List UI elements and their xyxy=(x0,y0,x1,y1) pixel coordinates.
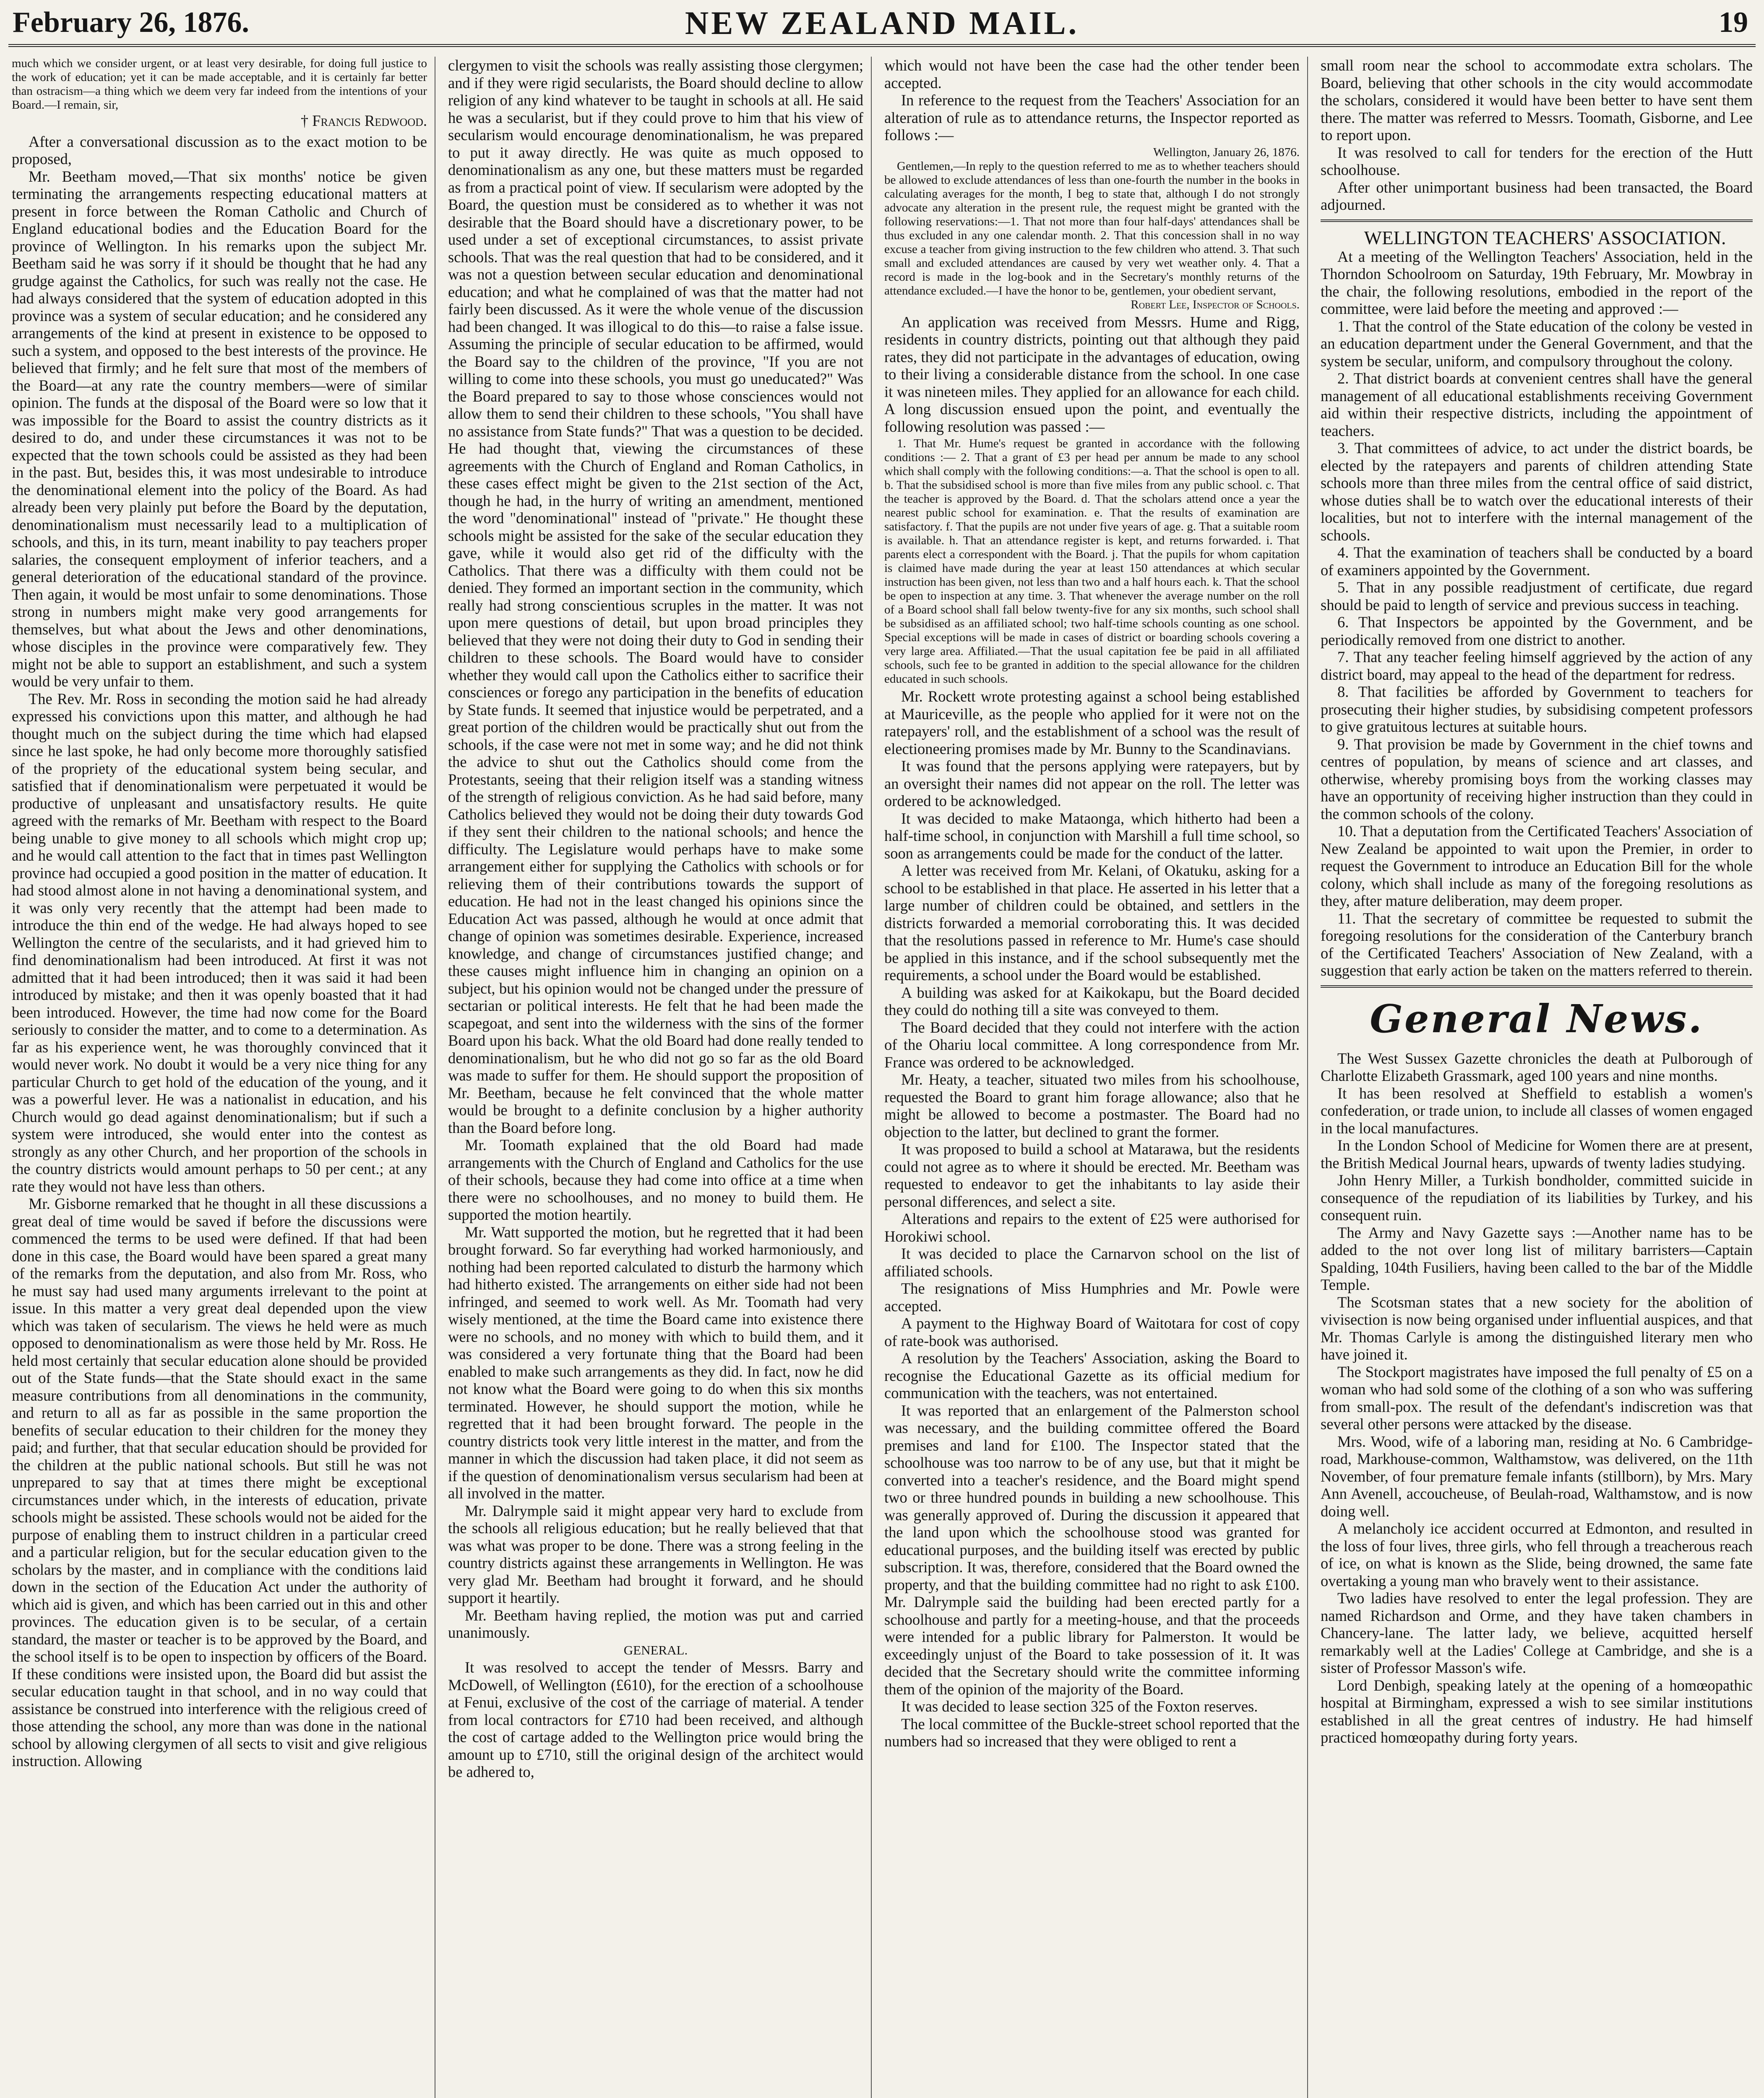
column-3 xyxy=(884,57,1300,2098)
resolution-item: 8. That facilities be afforded by Government to teachers for prosecuting their higher studies, by subsidising competent professors to give gratuitous lectures at suitable hours. xyxy=(1321,683,1753,735)
column-rule xyxy=(871,57,872,2098)
letter-signature: Robert Lee, Inspector of Schools. xyxy=(1131,297,1300,311)
article-paragraph: It was decided to make Mataonga, which hitherto had been a half-time school, in conjunction with Marshill a full time school, so soon as arrangements could be made for the conduct of the latter. xyxy=(884,809,1300,862)
resolution-item: 10. That a deputation from the Certificated Teachers' Association of New Zealand be appointed to wait upon the Premier, in order to request the Government to introduce an Education Bill for the whole colony, which shall include as many of the foregoing resolutions as they, after mature deliberation, may deem proper. xyxy=(1321,822,1753,909)
resolution-item: 3. That committees of advice, to act under the district boards, be elected by the ratepayers and parents of children attending State schools more than three miles from the central office of said district, whose duties shall be to watch over the educational interests of their localities, but not to interfere with the internal management of the schools. xyxy=(1321,439,1753,544)
news-item: The Army and Navy Gazette says :—Another name has to be added to the not over long list of military barristers—Captain Spalding, 104th Fusiliers, having been called to the bar of the Middle Temple. xyxy=(1321,1224,1753,1293)
column-1 xyxy=(12,57,427,2098)
article-paragraph: A letter was received from Mr. Kelani, of Okatuku, asking for a school to be established in that place. He asserted in his letter that a large number of children could be obtained, and settlers in the districts forwarded a memorial corroborating this. It was decided that the resolutions passed in reference to Mr. Hume's case should be applied in this instance, and if the school subsequently met the requirements, a school under the Board would be established. xyxy=(884,862,1300,984)
article-paragraph: Mr. Heaty, a teacher, situated two miles from his schoolhouse, requested the Board to grant him forage allowance; also that he might be allowed to become a postmaster. The Board had no objection to the latter, but declined to grant the former. xyxy=(884,1071,1300,1140)
article-paragraph: An application was received from Messrs. Hume and Rigg, residents in country districts, pointing out that although they paid rates, they did not participate in the advantages of education, owing to their living a considerable distance from the school. In one case it was nineteen miles. They applied for an allowance for each child. A long discussion ensued upon the point, and eventually the following resolution was passed :— xyxy=(884,313,1300,435)
news-item: Two ladies have resolved to enter the legal profession. They are named Richardson and Orme, and they have taken chambers in Chancery-lane. The latter lady, we believe, acquitted herself remarkably well at the Ladies' College at Cambridge, and she is a sister of Professor Masson's wife. xyxy=(1321,1589,1753,1676)
article-paragraph: It was found that the persons applying were ratepayers, but by an oversight their names did not appear on the roll. The letter was ordered to be acknowledged. xyxy=(884,757,1300,809)
page-header xyxy=(8,0,1756,47)
news-item: The Stockport magistrates have imposed the full penalty of £5 on a woman who had sold some of the clothing of a son who was suffering from small-pox. The result of the defendant's indiscretion was that several other persons were attacked by the disease. xyxy=(1321,1363,1753,1433)
resolution-item: 4. That the examination of teachers shall be conducted by a board of examiners appointed by the Government. xyxy=(1321,544,1753,579)
section-divider xyxy=(1321,985,1753,988)
section-divider xyxy=(1321,219,1753,222)
resolution-item: 2. That district boards at convenient centres shall have the general management of all educational establishments receiving Government aid within their respective districts, including the appointment of teachers. xyxy=(1321,370,1753,439)
issue-date: February 26, 1876. xyxy=(13,6,249,39)
news-item: The Scotsman states that a new society for the abolition of vivisection is now being organised under influential auspices, and that Mr. Thomas Carlyle is among the distinguished literary men who have joined it. xyxy=(1321,1293,1753,1363)
article-paragraph: The Board decided that they could not interfere with the action of the Ohariu local committee. A long correspondence from Mr. France was ordered to be acknowledged. xyxy=(884,1018,1300,1071)
resolution-item: 7. That any teacher feeling himself aggrieved by the action of any district board, may appeal to the head of the department for redress. xyxy=(1321,648,1753,683)
article-paragraph: Mr. Dalrymple said it might appear very hard to exclude from the schools all religious education; but he really believed that that was what was proper to be done. There was a strong feeling in the country districts against these arrangements in Wellington. He was very glad Mr. Beetham had brought it forward, and he should support it heartily. xyxy=(448,1502,863,1606)
resolution-item: 11. That the secretary of committee be requested to submit the foregoing resolutions for the consideration of the Canterbury branch of the Certificated Teachers' Association of New Zealand, with a suggestion that early action be taken on the matters referred to therein. xyxy=(1321,909,1753,979)
article-paragraph: After a conversational discussion as to the exact motion to be proposed, xyxy=(12,133,427,167)
resolution-block xyxy=(884,437,1300,686)
news-item: In the London School of Medicine for Women there are at present, the British Medical Journal hears, upwards of twenty ladies studying. xyxy=(1321,1137,1753,1172)
article-paragraph: A payment to the Highway Board of Waitotara for cost of copy of rate-book was authorised. xyxy=(884,1315,1300,1349)
section-heading: WELLINGTON TEACHERS' ASSOCIATION. xyxy=(1364,227,1726,248)
article-paragraph: Mr. Beetham having replied, the motion was put and carried unanimously. xyxy=(448,1606,863,1641)
resolution-item: 9. That provision be made by Government in the chief towns and centres of population, by means of science and art classes, and otherwise, whereby promising boys from the working classes may have an opportunity of receiving higher instruction than they could in the common schools of the colony. xyxy=(1321,735,1753,822)
letter-signature: † Francis Redwood. xyxy=(300,112,427,129)
article-paragraph: It was proposed to build a school at Matarawa, but the residents could not agree as to where it should be erected. Mr. Beetham was requested to endeavor to get the inhabitants to lay aside their personal differences, and select a site. xyxy=(884,1140,1300,1210)
article-paragraph: It was reported that an enlargement of the Palmerston school was necessary, and the building committee offered the Board premises and land for £100. The Inspector stated that the schoolhouse was too narrow to be of any use, but that it might be converted into a teacher's residence, and the Board might spend two or three hundred pounds in building a new schoolhouse. This was generally approved of. During the discussion it appeared that the land upon which the schoolhouse stood was granted for educational purposes, and the building itself was erected by public subscription. It was, therefore, considered that the Board owned the property, and that the building committee had no right to ask £100. Mr. Dalrymple said the building had been erected partly for a schoolhouse and partly for a meeting-house, and that the proceeds were intended for a public library for Palmerston. It would be exceedingly unjust of the Board to take possession of it. It was decided that the Secretary should write the committee informing them of the opinion of the majority of the Board. xyxy=(884,1401,1300,1698)
article-paragraph: At a meeting of the Wellington Teachers' Association, held in the Thorndon Schoolroom on Saturday, 19th February, Mr. Mowbray in the chair, the following resolutions, embodied in the report of the committee, were laid before the meeting and approved :— xyxy=(1321,248,1753,317)
article-paragraph: It was resolved to accept the tender of Messrs. Barry and McDowell, of Wellington (£610), for the erection of a schoolhouse at Fenui, exclusive of the cost of the carriage of material. A tender from local contractors for £710 had been received, and although the cost of cartage added to the Wellington price would bring the amount up to £710, still the original design of the architect would be adhered to, xyxy=(448,1659,863,1780)
article-paragraph: Mr. Gisborne remarked that he thought in all these discussions a great deal of time would be saved if before the discussions were commenced the terms to be used were defined. If that had been done in this case, the Board would have been spared a great many of the remarks from the deputation, and also from Mr. Ross, who he must say had used many arguments irrelevant to the point at issue. In this matter a very great deal depended upon the view which was taken of secularism. The views he held were as much opposed to denominationalism as were those held by Mr. Ross. He held most certainly that secular education alone should be provided out of the State funds—that the State should exact in the same measure contributions from all denominations in the community, and return to all as far as possible in the same proportion the benefits of secular education to their children for the money they paid; and further, that that secular education should be provided for the children at the public national schools. But still he was not unprepared to say that at times there might be exceptional circumstances under which, in the interests of education, private schools might be assisted. These schools would not be aided for the purpose of enabling them to instruct children in a particular creed and a particular religion, but for the secular education given to the scholars by the master, and in compliance with the conditions laid down in the section of the Education Act under the authority of which aid is given, and which has been carried out in this and other provinces. The education given is to be secular, of a certain standard, the master or teacher is to be approved by the Board, and the school itself is to be open to inspection by officers of the Board. If these conditions were insisted upon, the Board did but assist the secular education taught in that school, and in no way could that assistance be construed into interference with the religious creed of those attending the school, any more than was done in the national school by allowing clergymen of all sects to visit and give religious instruction. Allowing xyxy=(12,1195,427,1769)
article-paragraph: Mr. Rockett wrote protesting against a school being established at Mauriceville, as the people who applied for it were not on the ratepayers' roll, and the establishment of a school was the result of electioneering promises made by Mr. Bunny to the Scandinavians. xyxy=(884,688,1300,757)
article-paragraph: which would not have been the case had the other tender been accepted. xyxy=(884,57,1300,91)
article-paragraph: small room near the school to accommodate extra scholars. The Board, believing that other schools in the city would accommodate the scholars, considered it would have been better to have sent them there. The matter was referred to Messrs. Toomath, Gisborne, and Lee to report upon. xyxy=(1321,57,1753,144)
article-paragraph: The resignations of Miss Humphries and Mr. Powle were accepted. xyxy=(884,1280,1300,1315)
article-paragraph: It was decided to place the Carnarvon school on the list of affiliated schools. xyxy=(884,1245,1300,1280)
inspector-letter xyxy=(884,146,1300,312)
news-item: A melancholy ice accident occurred at Edmonton, and resulted in the loss of four lives, three girls, who fell through a treacherous reach of ice, on what is known as the Slide, being drowned, the same fate overtaking a young man who bravely went to their assistance. xyxy=(1321,1520,1753,1589)
article-paragraph: clergymen to visit the schools was really assisting those clergymen; and if they were rigid secularists, the Board should decline to allow religion of any kind whatever to be taught in schools at all. He said he was a secularist, but if they could prove to him that his view of secularism would encourage denominationalism, he was prepared to put it away directly. He was quite as much opposed to denominationalism as any one, but these matters must be regarded as from a practical point of view. If secularism were adopted by the Board, the question must be considered as to whether it was not desirable that the Board should have a discretionary power, to be used under a set of exceptional circumstances, to assist private schools. That was the real question that had to be considered, and it was not a question between secular education and denominational education; and what he complained of was that the matter had not fairly been discussed. As it were the whole venue of the discussion had been changed. It was illogical to do this—to raise a false issue. Assuming the principle of secular education to be affirmed, would the Board say to the children of the province, "If you are not willing to come into these schools, you must go uneducated?" Was the Board prepared to say to those whose consciences would not allow them to send their children to these schools, "You shall have no assistance from State funds?" That was a question to be decided. He had thought that, viewing the circumstances of these agreements with the Church of England and Roman Catholics, in these cases effect might be given to the 21st section of the Act, though he had, in the hurry of writing an amendment, mentioned the word "denominational" instead of "private." He thought these schools might be assisted for the sake of the secular education they gave, while it would also get rid of the difficulty with the Catholics. That there was a difficulty with them could not be denied. They formed an important section in the community, which really had strong conscientious scruples in the matter. It was not upon mere questions of detail, but upon broad principles they believed that they were not doing their duty to God in sending their children to these schools. The Board would have to consider whether they would call upon the Catholics either to sacrifice their consciences or forego any participation in the benefits of education by State funds. It seemed that injustice would be perpetrated, and a great portion of the children would be practically shut out from the schools, if the case were not met in some way; and he did not think the advice to shut out the Catholics should come from the Protestants, seeing that their religion itself was a standing witness of the strength of religious conviction. As he had said before, many Catholics believed they would not be doing their duty towards God if they sent their children to the national schools; and hence the difficulty. The Legislature would perhaps have to make some arrangement either for supplying the Catholics with schools or for relieving them of their contributions towards the support of education. He had not in the least changed his opinions since the Education Act was passed, although he would at once admit that change of opinion was sometimes desirable. Experience, increased knowledge, and change of circumstances justified change; and these causes might influence him in changing an opinion on a subject, but his opinion would not be changed under the pressure of sectarian or political interests. He felt that he had been made the scapegoat, and sent into the wilderness with the sins of the former Board upon his back. What the old Board had done really tended to denominationalism, but he who did not go so far as the old Board was made to suffer for them. He should support the proposition of Mr. Beetham, because he felt convinced that the whole matter would be brought to a definite conclusion by a higher authority than the Board before long. xyxy=(448,57,863,1136)
article-paragraph: A resolution by the Teachers' Association, asking the Board to recognise the Educational Gazette as its official medium for communication with the teachers, was not entertained. xyxy=(884,1349,1300,1401)
letter-body: Gentlemen,—In reply to the question referred to me as to whether teachers should be allowed to exclude attendances of less than one-fourth the number in the books in calculating averages for the month, I beg to state that, although I do not strongly advocate any alteration in the present rule, the request might be granted with the following reservations:—1. That not more than four half-days' attendances shall be thus excluded in any one calendar month. 2. That this concession shall in no way excuse a teacher from giving instruction to the few children who attend. 3. That such small and excluded attendances are caused by very wet weather only. 4. That a record is made in the log-book and in the Secretary's monthly returns of the attendance excluded.—I have the honor to be, gentlemen, your obedient servant, xyxy=(884,159,1300,297)
article-paragraph: A building was asked for at Kaikokapu, but the Board decided they could do nothing till a site was conveyed to them. xyxy=(884,984,1300,1018)
article-paragraph: Mr. Toomath explained that the old Board had made arrangements with the Church of England and Catholics for the use of their schools, because they had come into office at a time when there were no schoolhouses, and no money to build them. He supported the motion heartily. xyxy=(448,1136,863,1223)
resolution-item: 5. That in any possible readjustment of certificate, due regard should be paid to length of service and previous success in teaching. xyxy=(1321,579,1753,613)
masthead-title: NEW ZEALAND MAIL. xyxy=(685,5,1079,41)
news-item: John Henry Miller, a Turkish bondholder, committed suicide in consequence of the repudiation of its liabilities by Turkey, and his consequent ruin. xyxy=(1321,1172,1753,1224)
news-item: It has been resolved at Sheffield to establish a women's confederation, or trade union, to include all classes of women engaged in the local manufactures. xyxy=(1321,1084,1753,1137)
column-rule xyxy=(1307,57,1308,2098)
general-news-heading: General News. xyxy=(1370,996,1704,1041)
article-paragraph: In reference to the request from the Teachers' Association for an alteration of rule as to attendance returns, the Inspector reported as follows :— xyxy=(884,91,1300,144)
article-paragraph: Alterations and repairs to the extent of £25 were authorised for Horokiwi school. xyxy=(884,1210,1300,1245)
section-subhead: GENERAL. xyxy=(623,1642,688,1657)
resolution-item: 1. That the control of the State education of the colony be vested in an education department under the General Government, and that the system be secular, uniform, and compulsory throughout the colony. xyxy=(1321,317,1753,370)
resolution-text: 1. That Mr. Hume's request be granted in accordance with the following conditions :— 2. That a grant of £3 per head per annum be made to any school which shall comply with the following conditions:—a. That the school is open to all. b. That the subsidised school is more than five miles from any public school. c. That the teacher is approved by the Board. d. That the scholars attend once a year the nearest public school for examination. e. That the results of examination are satisfactory. f. That the pupils are not under five years of age. g. That a suitable room is available. h. That an attendance register is kept, and returns forwarded. i. That parents elect a correspondent with the Board. j. That the pupils for whom capitation is claimed have made during the year at least 150 attendances at which secular instruction has been given, not less than two and a half hours each. k. That the school be open to inspection at any time. 3. That whenever the average number on the roll of a Board school shall fall below twenty-five for any six months, such school shall be subsidised as an affiliated school; two half-time schools counting as one school. Special exceptions will be made in cases of district or boarding schools covering a very large area. Affiliated.—That the usual capitation fee be paid in all affiliated schools, such fee to be granted in addition to the special allowance for the children educated in such schools. xyxy=(884,437,1300,686)
article-paragraph: Mr. Beetham moved,—That six months' notice be given terminating the arrangements respecting educational matters at present in force between the Roman Catholic and Church of England educational bodies and the Education Board for the province of Wellington. In his remarks upon the subject Mr. Beetham said he was sorry if it should be thought that he had any grudge against the Catholics, for such was really not the case. He had always considered that the system of education adopted in this province was a system of secular education; and he considered any arrangements of the kind at present in existence to be opposed to such a system, and opposed to the best interests of the province. He believed that firmly; and he felt sure that most of the members of the Board—at any rate the country members—were of similar opinion. The funds at the disposal of the Board were so low that it was impossible for the Board to assist the country districts as it desired to do, and under these circumstances it was not to be expected that the town schools could be assisted as they had been in the past. But, besides this, it was most undesirable to introduce the denominational element into the policy of the Board. As had already been very plainly put before the Board by the deputation, denominationalism must necessarily lead to a multiplication of schools, and this, in its turn, meant inability to pay teachers proper salaries, the consequent employment of inferior teachers, and a general deterioration of the educational standard of the province. Then again, it would be most unfair to some denominations. Those strong in numbers might make very good arrangements for themselves, but what about the Jews and other denominations, whose disciples in the province were comparatively few. They might not be able to support an establishment, and such a system would be very unfair to them. xyxy=(12,167,427,690)
news-item: Mrs. Wood, wife of a laboring man, residing at No. 6 Cambridge-road, Markhouse-common, Walthamstow, was delivered, on the 11th November, of four premature female infants (stillborn), by Mrs. Mary Ann Avenell, accoucheuse, of Beulah-road, Walthamstow, and is now doing well. xyxy=(1321,1433,1753,1520)
resolution-item: 6. That Inspectors be appointed by the Government, and be periodically removed from one district to another. xyxy=(1321,613,1753,648)
article-paragraph: The Rev. Mr. Ross in seconding the motion said he had already expressed his convictions upon this matter, and although he had thought much on the subject during the time which had elapsed since he last spoke, he had only become more thoroughly satisfied of the propriety of the educational system being secular, and satisfied that if denominationalism were perpetuated it would be productive of unpleasant and unsatisfactory results. He quite agreed with the remarks of Mr. Beetham with respect to the Board being unable to give money to all schools which might crop up; and he would call attention to the fact that in times past Wellington province had occupied a good position in the matter of education. It had stood almost alone in not having a denominational system, and it was only very recently that the attempt had been made to introduce the thin end of the wedge. He had always hoped to see Wellington the centre of the secularists, and it had grieved him to find denominationalism had been introduced. At first it was not admitted that it had been introduced; then it was said it had been introduced by mistake; and then it was openly boasted that it had been introduced. However, the time had now come for the Board seriously to consider the matter, and to come to a determination. As far as his experience went, he was thoroughly convinced that it would never work. No doubt it would be a very nice thing for any particular Church to get hold of the education of the young, and it was a powerful lever. He was a nationalist in education, and his Church would go dead against denominationalism; but if such a system were introduced, she would enter into the contest as strongly as any other Church, and her proportion of the schools in the country districts would amount perhaps to 50 per cent.; at any rate they would not have less than others. xyxy=(12,690,427,1195)
column-4 xyxy=(1321,57,1753,2098)
news-item: The West Sussex Gazette chronicles the death at Pulborough of Charlotte Elizabeth Grassmark, aged 100 years and nine months. xyxy=(1321,1049,1753,1084)
column-2 xyxy=(448,57,863,2098)
page-number: 19 xyxy=(1719,6,1748,39)
letter-closing: much which we consider urgent, or at least very desirable, for doing full justice to the work of education; yet it can be made acceptable, and it is certainly far better than ostracism—a thing which we deem very far indeed from the intentions of your Board.—I remain, sir, xyxy=(12,57,427,112)
article-paragraph: The local committee of the Buckle-street school reported that the numbers had so increased that they were obliged to rent a xyxy=(884,1715,1300,1750)
article-paragraph: It was resolved to call for tenders for the erection of the Hutt schoolhouse. xyxy=(1321,144,1753,178)
article-paragraph: Mr. Watt supported the motion, but he regretted that it had been brought forward. So far everything had worked harmoniously, and nothing had been reported calculated to disturb the harmony which had hitherto existed. The arrangements on either side had not been infringed, and seemed to work well. As Mr. Toomath had very wisely mentioned, at the time the Board came into existence there were no schools, and no money with which to build them, and it was considered a very fortunate thing that the Board had been enabled to make such arrangements as they did. In fact, now he did not know what the Board were going to do when this six months terminated. However, he should support the motion, while he regretted that it had been brought forward. The people in the country districts took very little interest in the matter, and from the manner in which the discussion had taken place, it did not seem as if the question of denominationalism versus secularism had been at all involved in the matter. xyxy=(448,1223,863,1502)
article-paragraph: It was decided to lease section 325 of the Foxton reserves. xyxy=(901,1698,1258,1715)
letter-date: Wellington, January 26, 1876. xyxy=(1153,145,1300,159)
news-item: Lord Denbigh, speaking lately at the opening of a homœopathic hospital at Birmingham, expressed a wish to see similar institutions established in all the great centres of industry. He had himself practiced homœopathy during forty years. xyxy=(1321,1676,1753,1746)
article-paragraph: After other unimportant business had been transacted, the Board adjourned. xyxy=(1321,178,1753,213)
